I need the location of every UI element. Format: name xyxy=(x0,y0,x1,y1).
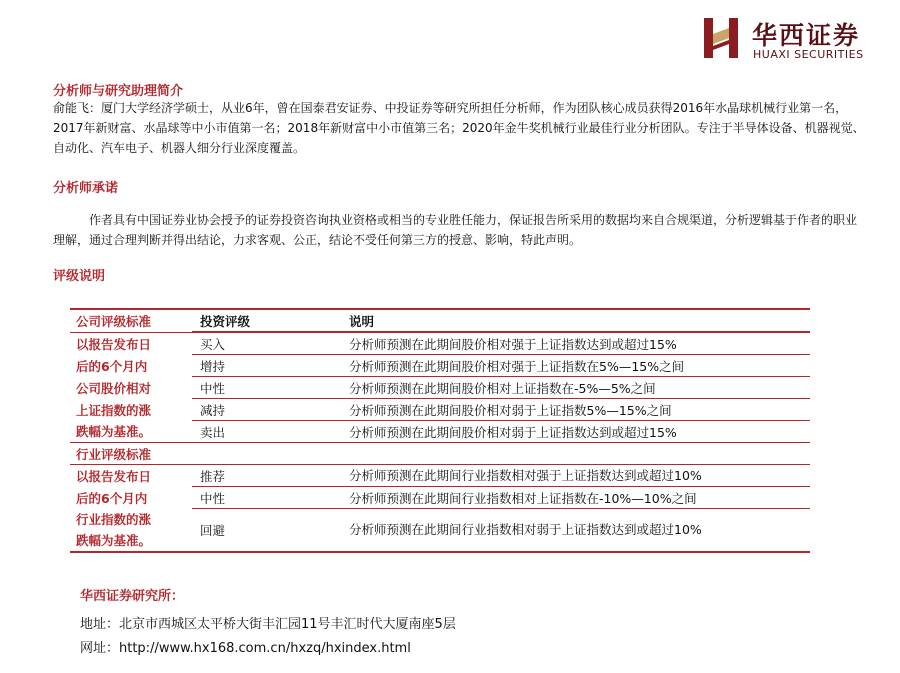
industry-basis-line: 行业指数的涨 xyxy=(76,511,152,527)
institute-website[interactable]: 网址：http://www.hx168.com.cn/hxzq/hxindex.html xyxy=(80,641,411,656)
rating-cell: 买入 xyxy=(192,332,337,355)
company-basis-line: 后的6个月内 xyxy=(76,358,148,374)
industry-basis-lines xyxy=(70,509,192,552)
commitment-section-title: 分析师承诺 xyxy=(53,181,119,196)
company-logo xyxy=(700,14,890,64)
rating-cell: 减持 xyxy=(192,399,337,421)
rating-table-header-row xyxy=(70,309,810,332)
company-basis-line: 公司股价相对 xyxy=(76,380,152,396)
company-basis-line: 跌幅为基准。 xyxy=(76,424,152,440)
company-basis-line: 以报告发布日 xyxy=(76,336,152,352)
table-row xyxy=(70,509,810,552)
huaxi-logo-icon xyxy=(700,14,744,62)
table-row xyxy=(70,355,810,377)
description-cell: 分析师预测在此期间股价相对上证指数在-5%—5%之间 xyxy=(337,377,810,399)
rating-cell: 回避 xyxy=(192,509,337,552)
rating-section-title: 评级说明 xyxy=(53,269,106,284)
institute-title: 华西证券研究所： xyxy=(80,589,185,604)
description-cell: 分析师预测在此期间股价相对强于上证指数在5%—15%之间 xyxy=(337,355,810,377)
table-row xyxy=(70,487,810,509)
description-cell: 分析师预测在此期间股价相对弱于上证指数达到或超过15% xyxy=(349,424,677,440)
logo-english-name: HUAXI SECURITIES xyxy=(753,48,864,61)
rating-cell: 推荐 xyxy=(192,465,337,487)
rating-cell: 卖出 xyxy=(200,424,226,440)
description-cell: 分析师预测在此期间股价相对弱于上证指数5%—15%之间 xyxy=(337,399,810,421)
rating-cell: 增持 xyxy=(192,355,337,377)
description-cell: 分析师预测在此期间行业指数相对强于上证指数达到或超过10% xyxy=(337,465,810,487)
table-row xyxy=(70,421,810,443)
industry-basis-line: 跌幅为基准。 xyxy=(76,532,152,548)
company-rating-header: 公司评级标准 xyxy=(70,309,192,332)
rating-cell: 中性 xyxy=(192,377,337,399)
commitment-text: 作者具有中国证券业协会授予的证券投资咨询执业资格或相当的专业胜任能力，保证报告所采用的数据均来自合规渠道，分析逻辑基于作者的职业理解，通过合理判断并得出结论，力求客观、公正，结论不受任何第三方的授意、影响，特此声明。 xyxy=(53,213,858,247)
industry-basis-line: 以报告发布日 xyxy=(76,468,152,484)
rating-table xyxy=(70,308,810,553)
table-row xyxy=(70,465,810,487)
analyst-bio: 俞能飞：厦门大学经济学硕士，从业6年，曾在国泰君安证券、中投证券等研究所担任分析师，作为团队核心成员获得2016年水晶球机械行业第一名，2017年新财富、水晶球等中小市值第一名；2018年新财富中小市值第三名；2020年金牛奖机械行业最佳行业分析团队。专注于半导体设备、机器视觉、自动化、汽车电子、机器人细分行业深度覆盖。 xyxy=(53,101,865,155)
logo-chinese-name: 华西证券 xyxy=(752,21,861,50)
analyst-section-title: 分析师与研究助理简介 xyxy=(53,84,184,99)
institute-address: 地址：北京市西城区太平桥大街丰汇园11号丰汇时代大厦南座5层 xyxy=(80,617,456,632)
table-row xyxy=(70,332,810,355)
col-header-description: 说明 xyxy=(337,309,810,332)
industry-rating-header: 行业评级标准 xyxy=(70,443,192,465)
description-cell: 分析师预测在此期间行业指数相对上证指数在-10%—10%之间 xyxy=(337,487,810,509)
col-header-rating: 投资评级 xyxy=(192,309,337,332)
description-cell: 分析师预测在此期间行业指数相对弱于上证指数达到或超过10% xyxy=(337,509,810,552)
industry-header-row xyxy=(70,443,810,465)
industry-basis-line: 后的6个月内 xyxy=(76,490,148,506)
company-basis-line: 上证指数的涨 xyxy=(76,402,152,418)
description-cell: 分析师预测在此期间股价相对强于上证指数达到或超过15% xyxy=(337,332,810,355)
rating-cell: 中性 xyxy=(192,487,337,509)
table-row xyxy=(70,377,810,399)
table-row xyxy=(70,399,810,421)
